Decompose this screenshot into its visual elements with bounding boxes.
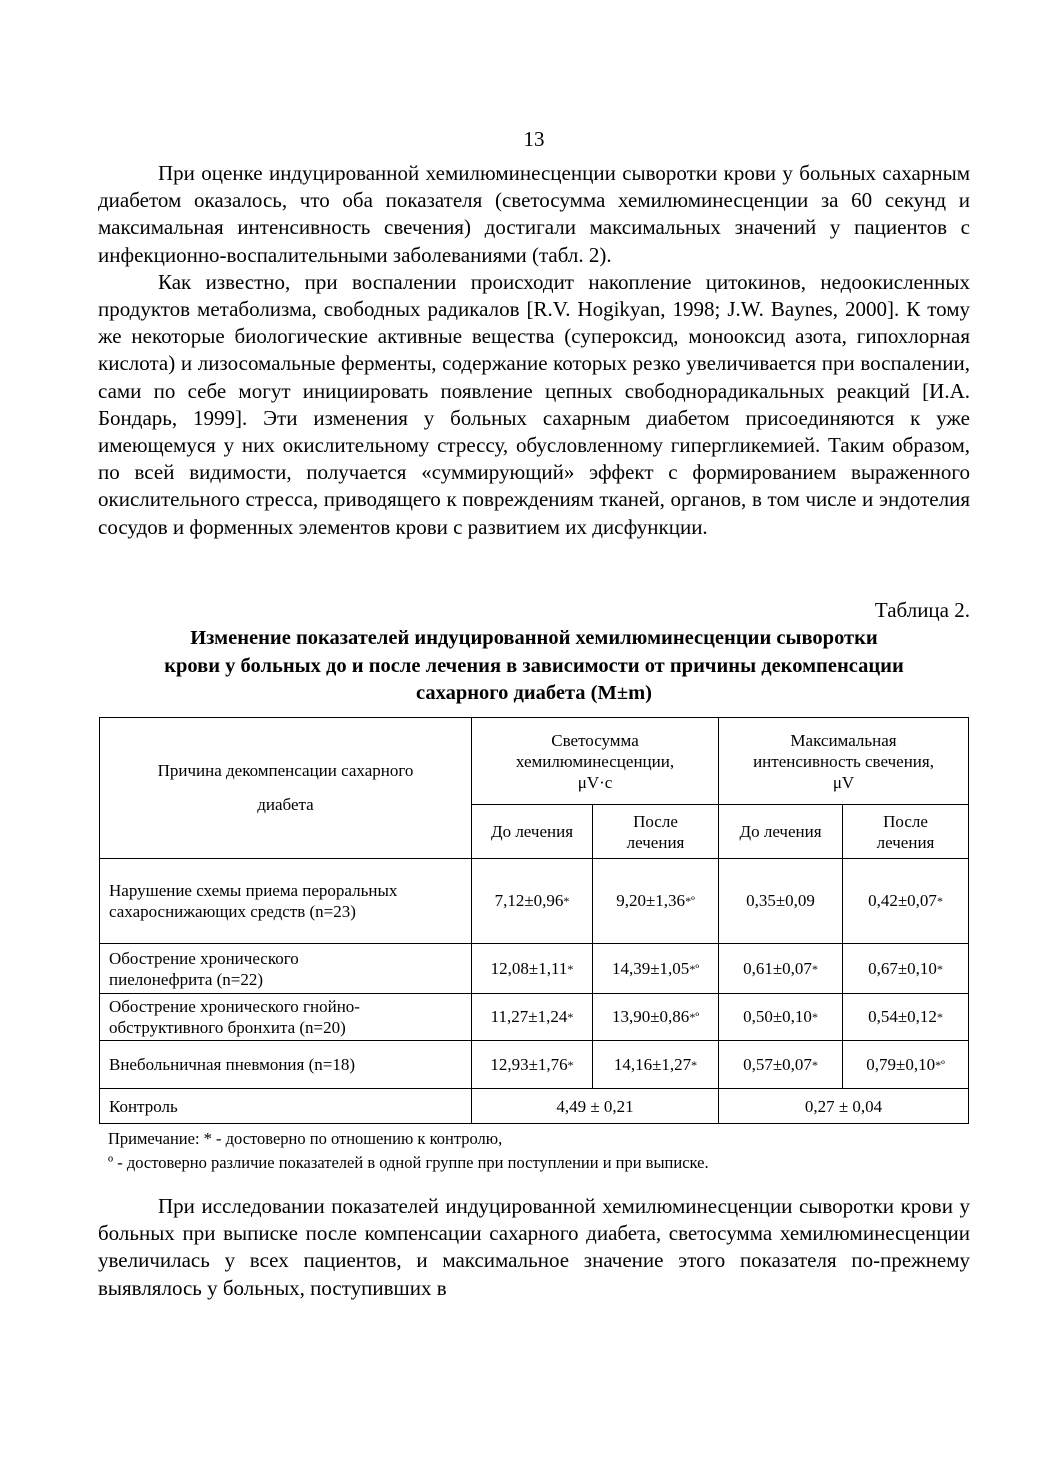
table-title-line: Изменение показателей индуцированной хемилюминесценции сыворотки <box>190 627 878 649</box>
paragraph: При исследовании показателей индуцированной хемилюминесценции сыворотки крови у больных при выписке после компенсации сахарного диабета, светосумма хемилюминесценции увеличилась у всех пациентов, и максимальное значение этого показателя по-прежнему выявлялось у больных, поступивших в <box>98 1194 970 1300</box>
table-row <box>100 859 969 944</box>
paragraph: При оценке индуцированной хемилюминесценции сыворотки крови у больных сахарным диабетом оказалось, что оба показателя (светосумма хемилюминесценции за 60 секунд и максимальная интенсивность свечения) достигали максимальных значений у пациентов с инфекционно-воспалительными заболеваниями (табл. 2). <box>98 161 970 267</box>
cell-value: 14,16±1,27* <box>593 1041 719 1089</box>
control-lightsum: 4,49 ± 0,21 <box>472 1089 719 1124</box>
cell-value: 0,61±0,07* <box>719 944 843 994</box>
note-line: Примечание: * - достоверно по отношению к контролю, <box>108 1129 503 1148</box>
cell-value: 0,35±0,09 <box>719 859 843 944</box>
cell-value: 0,79±0,10*º <box>843 1041 969 1089</box>
header-after: После лечения <box>593 805 719 859</box>
header-max-intensity: Максимальная интенсивность свечения, μV <box>719 718 969 805</box>
cell-value: 12,08±1,11* <box>472 944 593 994</box>
cell-value: 11,27±1,24* <box>472 994 593 1041</box>
intro-text <box>98 160 970 541</box>
page-number: 13 <box>523 127 545 151</box>
table-label: Таблица 2. <box>874 598 970 622</box>
table-row <box>100 944 969 994</box>
table-row <box>100 1041 969 1089</box>
paragraph: Как известно, при воспалении происходит накопление цитокинов, недоокисленных продуктов метаболизма, свободных радикалов [R.V. Hogikyan, 1998; J.W. Baynes, 2000]. К тому же некоторые биологические активные вещества (супероксид, монооксид азота, гипохлорная кислота) и лизосомальные ферменты, содержание которых резко увеличивается при воспалении, сами по себе могут инициировать появление цепных свободнорадикальных реакций [И.А. Бондарь, 1999]. Эти изменения у больных сахарным диабетом присоединяются к уже имеющемуся у них окислительному стрессу, обусловленному гипергликемией. Таким образом, по всей видимости, получается «суммирующий» эффект с формированием выраженного окислительного стресса, приводящего к повреждениям тканей, органов, в том числе и эндотелия сосудов и форменных элементов крови с развитием их дисфункции. <box>98 269 970 539</box>
cell-value: 7,12±0,96* <box>472 859 593 944</box>
control-row <box>100 1089 969 1124</box>
results-table <box>99 717 969 1124</box>
cell-value: 0,54±0,12* <box>843 994 969 1041</box>
cell-value: 14,39±1,05*º <box>593 944 719 994</box>
note-line: º - достоверно различие показателей в одной группе при поступлении и при выписке. <box>108 1153 709 1172</box>
header-lightsum: Светосумма хемилюминесценции, μV·c <box>472 718 719 805</box>
outro-text <box>98 1193 970 1302</box>
cell-value: 12,93±1,76* <box>472 1041 593 1089</box>
row-cause: Обострение хронического пиелонефрита (n=22) <box>100 944 472 994</box>
header-after: После лечения <box>843 805 969 859</box>
header-cause: Причина декомпенсации сахарного диабета <box>100 718 472 859</box>
cell-value: 9,20±1,36*º <box>593 859 719 944</box>
control-max-intensity: 0,27 ± 0,04 <box>719 1089 969 1124</box>
row-cause: Нарушение схемы приема пероральных сахароснижающих средств (n=23) <box>100 859 472 944</box>
row-cause: Внебольничная пневмония (n=18) <box>100 1041 472 1089</box>
header-before: До лечения <box>472 805 593 859</box>
cell-value: 0,57±0,07* <box>719 1041 843 1089</box>
control-label: Контроль <box>100 1089 472 1124</box>
table-title-line: сахарного диабета (M±m) <box>415 682 652 704</box>
row-cause: Обострение хронического гнойно- обструктивного бронхита (n=20) <box>100 994 472 1041</box>
table-title <box>98 625 970 708</box>
cell-value: 0,67±0,10* <box>843 944 969 994</box>
cell-value: 0,50±0,10* <box>719 994 843 1041</box>
cell-value: 13,90±0,86*º <box>593 994 719 1041</box>
table-row <box>100 994 969 1041</box>
header-before: До лечения <box>719 805 843 859</box>
cell-value: 0,42±0,07* <box>843 859 969 944</box>
table-header-row <box>100 718 969 805</box>
table-title-line: крови у больных до и после лечения в зависимости от причины декомпенсации <box>164 654 904 677</box>
table-notes <box>108 1127 709 1175</box>
